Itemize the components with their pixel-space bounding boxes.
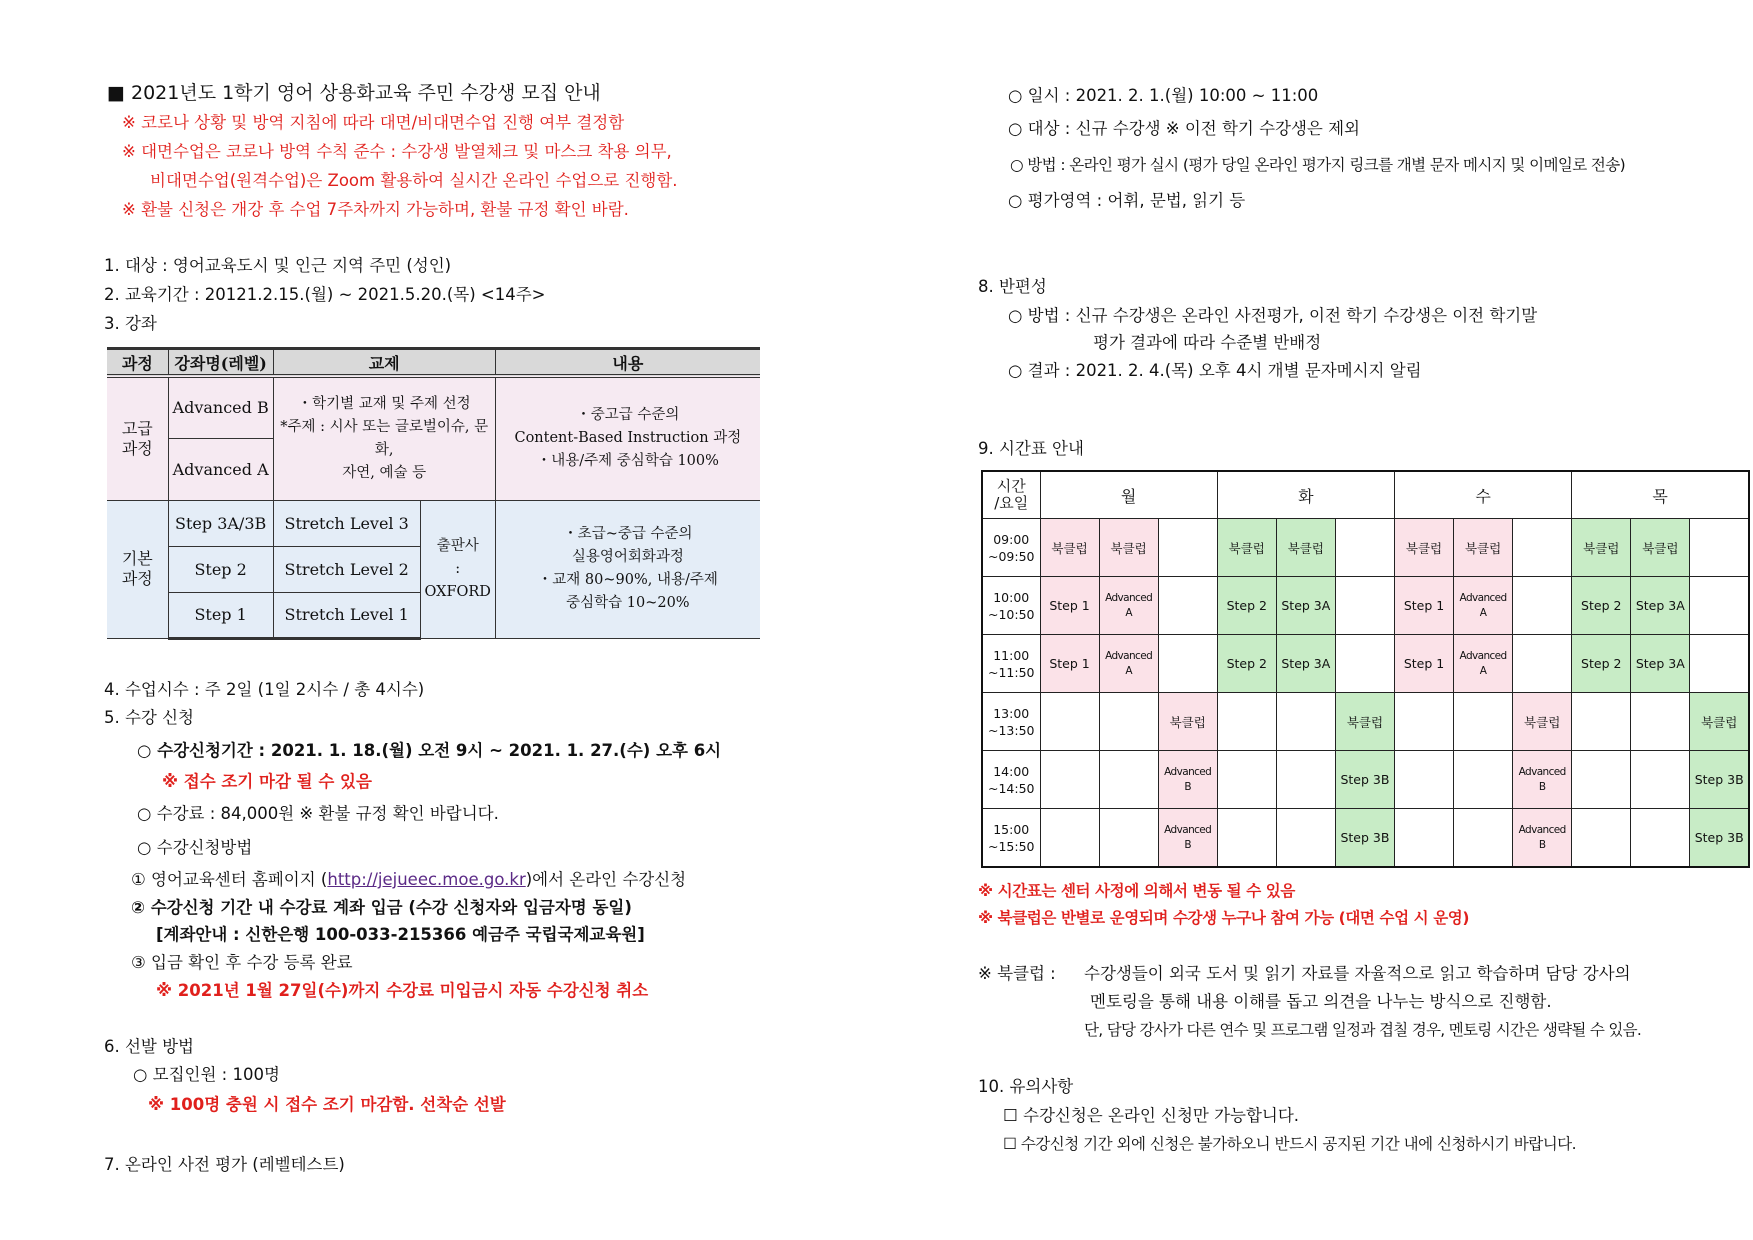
- timetable-note-bookclub: ※ 북클럽은 반별로 운영되며 수강생 누구나 참여 가능 (대면 수업 시 운영): [978, 909, 1470, 927]
- section-period: 2. 교육기간 : 20121.2.15.(월) ~ 2021.5.20.(목) <14주>: [104, 285, 546, 304]
- basic-level-2: Step 2: [168, 546, 273, 592]
- slot-empty: [1276, 693, 1335, 751]
- day-tue: 화: [1217, 471, 1394, 519]
- slot-advanced-b: Advanced B: [1513, 809, 1572, 868]
- slot-advanced-a: Advanced A: [1099, 577, 1158, 635]
- slot-empty: [1099, 809, 1158, 868]
- slot-empty: [1454, 809, 1513, 868]
- slot-step-2: Step 2: [1572, 635, 1631, 693]
- notice-refund: ※ 환불 신청은 개강 후 수업 7주차까지 가능하며, 환불 규정 확인 바람.: [122, 200, 629, 219]
- course-header-material: 교제: [273, 349, 495, 377]
- selection-note: ※ 100명 충원 시 접수 조기 마감함. 선착순 선발: [148, 1095, 506, 1114]
- slot-empty: [1099, 751, 1158, 809]
- level-test-area: ○ 평가영역 : 어휘, 문법, 읽기 등: [1008, 191, 1246, 210]
- notice-item-1: ☐ 수강신청은 온라인 신청만 가능합니다.: [1003, 1106, 1300, 1125]
- slot-empty: [1631, 751, 1690, 809]
- slot-empty: [1513, 635, 1572, 693]
- bookclub-desc-1: 수강생들이 외국 도서 및 읽기 자료를 자율적으로 읽고 학습하며 담당 강사의: [1084, 964, 1631, 983]
- slot-empty: [1217, 751, 1276, 809]
- slot-step-1: Step 1: [1394, 577, 1453, 635]
- section-selection: 6. 선발 방법: [104, 1037, 194, 1056]
- slot-step-3a: Step 3A: [1276, 635, 1335, 693]
- slot-step-2: Step 2: [1217, 577, 1276, 635]
- slot-bookclub: 북클럽: [1454, 519, 1513, 577]
- slot-bookclub: 북클럽: [1335, 693, 1394, 751]
- basic-level-3: Step 3A/3B: [168, 500, 273, 546]
- section-target: 1. 대상 : 영어교육도시 및 인근 지역 주민 (성인): [104, 256, 452, 275]
- adv-material-cell: ・학기별 교재 및 주제 선정 *주제 : 시사 또는 글로벌이슈, 문화, 자연, 예술 등: [273, 376, 495, 500]
- slot-empty: [1040, 751, 1099, 809]
- slot-empty: [1572, 809, 1631, 868]
- slot-empty: [1040, 809, 1099, 868]
- notice-online: 비대면수업(원격수업)은 Zoom 활용하여 실시간 온라인 수업으로 진행함.: [150, 171, 678, 190]
- slot-empty: [1513, 577, 1572, 635]
- notice-inperson: ※ 대면수업은 코로나 방역 수칙 준수 : 수강생 발열체크 및 마스크 착용 의무,: [122, 142, 672, 161]
- assignment-method-cont: 평가 결과에 따라 수준별 반배정: [1093, 333, 1322, 352]
- basic-content-cell: ・초급~중급 수준의 실용영어회화과정 ・교재 80~90%, 내용/주제 중심학습 10~20%: [495, 500, 760, 638]
- assignment-method: ○ 방법 : 신규 수강생은 온라인 사전평가, 이전 학기 수강생은 이전 학기말: [1008, 306, 1538, 325]
- slot-advanced-b: Advanced B: [1513, 751, 1572, 809]
- slot-empty: [1276, 751, 1335, 809]
- adv-course-cell: 고급과정: [107, 376, 168, 500]
- slot-step-1: Step 1: [1040, 577, 1099, 635]
- section-class-assignment: 8. 반편성: [978, 277, 1047, 296]
- slot-bookclub: 북클럽: [1690, 693, 1749, 751]
- day-mon: 월: [1040, 471, 1217, 519]
- slot-advanced-a: Advanced A: [1099, 635, 1158, 693]
- account-info: [계좌안내 : 신한은행 100-033-215366 예금주 국립국제교육원]: [156, 925, 645, 944]
- slot-empty: [1690, 519, 1749, 577]
- timetable-corner: 시간 /요일: [982, 471, 1040, 519]
- slot-empty: [1631, 693, 1690, 751]
- homepage-link[interactable]: http://jejueec.moe.go.kr: [327, 870, 526, 889]
- section-hours: 4. 수업시수 : 주 2일 (1일 2시수 / 총 4시수): [104, 680, 425, 699]
- time-slot: 11:00 ~11:50: [982, 635, 1040, 693]
- slot-empty: [1099, 693, 1158, 751]
- slot-advanced-b: Advanced B: [1158, 751, 1217, 809]
- basic-book-1: Stretch Level 1: [273, 592, 420, 638]
- slot-step-2: Step 2: [1572, 577, 1631, 635]
- slot-empty: [1690, 635, 1749, 693]
- slot-step-3b: Step 3B: [1690, 809, 1749, 868]
- section-courses: 3. 강좌: [104, 314, 157, 333]
- slot-step-1: Step 1: [1394, 635, 1453, 693]
- slot-step-3b: Step 3B: [1335, 751, 1394, 809]
- slot-step-3a: Step 3A: [1276, 577, 1335, 635]
- slot-empty: [1572, 693, 1631, 751]
- time-slot: 14:00 ~14:50: [982, 751, 1040, 809]
- bookclub-label: ※ 북클럽 :: [978, 964, 1056, 983]
- slot-bookclub: 북클럽: [1631, 519, 1690, 577]
- slot-bookclub: 북클럽: [1276, 519, 1335, 577]
- slot-bookclub: 북클럽: [1099, 519, 1158, 577]
- registration-period: ○ 수강신청기간 : 2021. 1. 18.(월) 오전 9시 ~ 2021. 1. 27.(수) 오후 6시: [137, 741, 722, 760]
- slot-empty: [1335, 519, 1394, 577]
- slot-empty: [1394, 809, 1453, 868]
- slot-bookclub: 북클럽: [1217, 519, 1276, 577]
- slot-empty: [1572, 751, 1631, 809]
- slot-advanced-a: Advanced A: [1454, 577, 1513, 635]
- day-thu: 목: [1572, 471, 1749, 519]
- slot-empty: [1454, 693, 1513, 751]
- course-header-content: 내용: [495, 349, 760, 377]
- notice-covid: ※ 코로나 상황 및 방역 지침에 따라 대면/비대면수업 진행 여부 결정함: [122, 113, 625, 132]
- slot-empty: [1513, 519, 1572, 577]
- registration-method: ○ 수강신청방법: [137, 838, 253, 857]
- slot-bookclub: 북클럽: [1513, 693, 1572, 751]
- time-slot: 15:00 ~15:50: [982, 809, 1040, 868]
- level-test-date: ○ 일시 : 2021. 2. 1.(월) 10:00 ~ 11:00: [1008, 86, 1319, 105]
- section-timetable: 9. 시간표 안내: [978, 439, 1084, 458]
- time-slot: 13:00 ~13:50: [982, 693, 1040, 751]
- timetable-note-change: ※ 시간표는 센터 사정에 의해서 변동 될 수 있음: [978, 882, 1295, 900]
- registration-step-3: ③ 입금 확인 후 수강 등록 완료: [131, 953, 353, 972]
- slot-empty: [1158, 577, 1217, 635]
- slot-step-2: Step 2: [1217, 635, 1276, 693]
- adv-content-cell: ・중고급 수준의 Content-Based Instruction 과정 ・내용/주제 중심학습 100%: [495, 376, 760, 500]
- adv-level-b: Advanced B: [168, 376, 273, 438]
- bookclub-desc-2: 멘토링을 통해 내용 이해를 돕고 의견을 나누는 방식으로 진행함.: [1090, 992, 1552, 1011]
- slot-empty: [1217, 693, 1276, 751]
- slot-empty: [1394, 751, 1453, 809]
- slot-empty: [1276, 809, 1335, 868]
- page-title: ■ 2021년도 1학기 영어 상용화교육 주민 수강생 모집 안내: [107, 82, 601, 104]
- slot-empty: [1217, 809, 1276, 868]
- section-level-test: 7. 온라인 사전 평가 (레벨테스트): [104, 1155, 345, 1174]
- basic-level-1: Step 1: [168, 592, 273, 638]
- slot-empty: [1158, 635, 1217, 693]
- assignment-result: ○ 결과 : 2021. 2. 4.(목) 오후 4시 개별 문자메시지 알림: [1008, 361, 1422, 380]
- registration-early-close: ※ 접수 조기 마감 될 수 있음: [162, 772, 372, 791]
- time-slot: 10:00 ~10:50: [982, 577, 1040, 635]
- level-test-method: ○ 방법 : 온라인 평가 실시 (평가 당일 온라인 평가지 링크를 개별 문자 메시지 및 이메일로 전송): [1010, 156, 1626, 174]
- slot-advanced-b: Advanced B: [1158, 809, 1217, 868]
- slot-step-1: Step 1: [1040, 635, 1099, 693]
- slot-bookclub: 북클럽: [1572, 519, 1631, 577]
- slot-empty: [1335, 577, 1394, 635]
- slot-bookclub: 북클럽: [1394, 519, 1453, 577]
- basic-book-2: Stretch Level 2: [273, 546, 420, 592]
- section-notice: 10. 유의사항: [978, 1077, 1074, 1096]
- slot-step-3a: Step 3A: [1631, 635, 1690, 693]
- slot-step-3b: Step 3B: [1335, 809, 1394, 868]
- section-registration: 5. 수강 신청: [104, 708, 194, 727]
- adv-level-a: Advanced A: [168, 438, 273, 500]
- slot-empty: [1040, 693, 1099, 751]
- bookclub-desc-3: 단, 담당 강사가 다른 연수 및 프로그램 일정과 겹칠 경우, 멘토링 시간은 생략될 수 있음.: [1084, 1021, 1642, 1039]
- course-table: [107, 347, 760, 640]
- slot-bookclub: 북클럽: [1040, 519, 1099, 577]
- slot-bookclub: 북클럽: [1158, 693, 1217, 751]
- level-test-target: ○ 대상 : 신규 수강생 ※ 이전 학기 수강생은 제외: [1008, 119, 1360, 138]
- slot-step-3b: Step 3B: [1690, 751, 1749, 809]
- slot-empty: [1631, 809, 1690, 868]
- basic-book-3: Stretch Level 3: [273, 500, 420, 546]
- registration-cancel-notice: ※ 2021년 1월 27일(수)까지 수강료 미입금시 자동 수강신청 취소: [156, 981, 649, 1000]
- slot-empty: [1454, 751, 1513, 809]
- slot-empty: [1394, 693, 1453, 751]
- timetable: [981, 470, 1750, 868]
- slot-advanced-a: Advanced A: [1454, 635, 1513, 693]
- slot-empty: [1690, 577, 1749, 635]
- registration-step-1: ① 영어교육센터 홈페이지 (http://jejueec.moe.go.kr)에서 온라인 수강신청: [131, 870, 687, 889]
- basic-course-cell: 기본과정: [107, 500, 168, 638]
- publisher-cell: 출판사 : OXFORD: [420, 500, 495, 638]
- slot-empty: [1335, 635, 1394, 693]
- slot-step-3a: Step 3A: [1631, 577, 1690, 635]
- time-slot: 09:00 ~09:50: [982, 519, 1040, 577]
- course-header-level: 강좌명(레벨): [168, 349, 273, 377]
- notice-item-2: ☐ 수강신청 기간 외에 신청은 불가하오니 반드시 공지된 기간 내에 신청하시기 바랍니다.: [1003, 1135, 1577, 1153]
- course-header-course: 과정: [107, 349, 168, 377]
- selection-quota: ○ 모집인원 : 100명: [133, 1065, 280, 1084]
- day-wed: 수: [1394, 471, 1571, 519]
- registration-step-2: ② 수강신청 기간 내 수강료 계좌 입금 (수강 신청자와 입금자명 동일): [131, 898, 632, 917]
- registration-fee: ○ 수강료 : 84,000원 ※ 환불 규정 확인 바랍니다.: [137, 804, 499, 823]
- slot-empty: [1158, 519, 1217, 577]
